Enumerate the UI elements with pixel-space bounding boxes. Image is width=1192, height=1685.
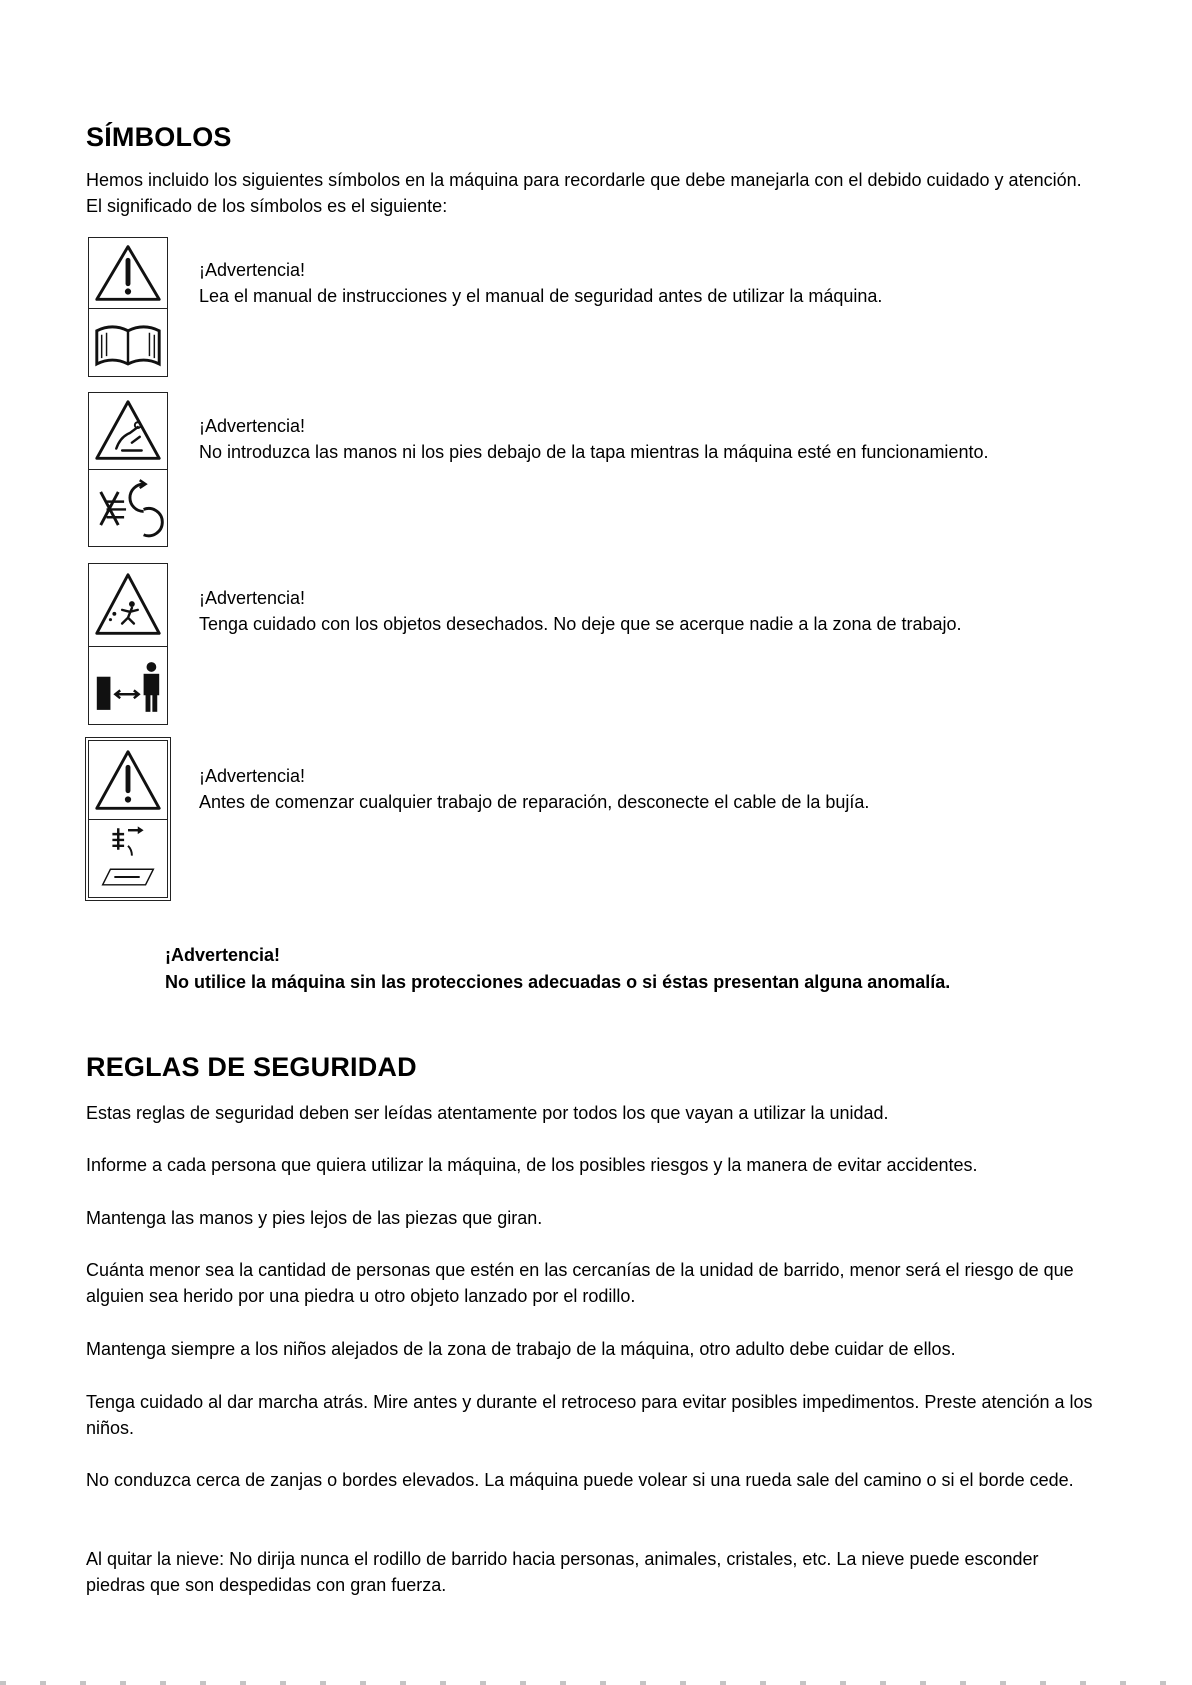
symbol-box-thrown-objects xyxy=(88,563,168,725)
symbol-box-manual xyxy=(88,237,168,377)
symbol-1-heading: ¡Advertencia! xyxy=(199,260,306,280)
symbol-1-description: Lea el manual de instrucciones y el manual de seguridad antes de utilizar la máquina. xyxy=(199,286,883,306)
spark-plug-disconnect-icon xyxy=(89,819,167,896)
symbol-3-text xyxy=(199,585,1099,637)
rotating-brush-icon xyxy=(89,469,167,545)
safety-rule: Mantenga las manos y pies lejos de las piezas que giran. xyxy=(86,1208,543,1228)
final-warning-heading: ¡Advertencia! xyxy=(165,945,281,965)
symbol-4-heading: ¡Advertencia! xyxy=(199,766,306,786)
safety-rule: Informe a cada persona que quiera utilizar la máquina, de los posibles riesgos y la manera de evitar accidentes. xyxy=(86,1155,978,1175)
symbol-3-description: Tenga cuidado con los objetos desechados. No deje que se acerque nadie a la zona de trabajo. xyxy=(199,614,962,634)
final-warning xyxy=(165,942,1125,996)
warning-triangle-icon xyxy=(89,741,167,819)
symbol-3-heading: ¡Advertencia! xyxy=(199,588,306,608)
symbols-title: SÍMBOLOS xyxy=(86,122,232,152)
safety-rule: Tenga cuidado al dar marcha atrás. Mire antes y durante el retroceso para evitar posibles impedimentos. Preste atención a los niños. xyxy=(86,1392,1093,1438)
page-cutoff-edge xyxy=(0,1681,1192,1685)
safety-rule: Cuánta menor sea la cantidad de personas que estén en las cercanías de la unidad de barrido, menor será el riesgo de que alguien sea herido por una piedra u otro objeto lanzado por el rodillo. xyxy=(86,1260,1074,1306)
safety-rule: Mantenga siempre a los niños alejados de la zona de trabajo de la máquina, otro adulto debe cuidar de ellos. xyxy=(86,1339,956,1359)
safety-title: REGLAS DE SEGURIDAD xyxy=(86,1052,417,1082)
symbol-1-text xyxy=(199,257,1099,309)
open-book-icon xyxy=(89,308,167,376)
symbol-4-description: Antes de comenzar cualquier trabajo de reparación, desconecte el cable de la bujía. xyxy=(199,792,870,812)
hand-foot-hazard-triangle-icon xyxy=(89,393,167,469)
keep-distance-person-icon xyxy=(89,646,167,724)
symbol-4-text xyxy=(199,763,1099,815)
thrown-objects-triangle-icon xyxy=(89,564,167,646)
safety-rule: Al quitar la nieve: No dirija nunca el rodillo de barrido hacia personas, animales, cristales, etc. La nieve puede esconder piedras que son despedidas con gran fuerza. xyxy=(86,1549,1039,1595)
symbol-2-heading: ¡Advertencia! xyxy=(199,416,306,436)
symbols-intro: Hemos incluido los siguientes símbolos en la máquina para recordarle que debe manejarla con el debido cuidado y atención. El significado de los símbolos es el siguiente: xyxy=(86,170,1082,216)
symbol-2-text xyxy=(199,413,1099,465)
symbol-2-description: No introduzca las manos ni los pies debajo de la tapa mientras la máquina esté en funcionamiento. xyxy=(199,442,989,462)
symbol-box-hands-feet xyxy=(88,392,168,547)
warning-triangle-icon xyxy=(89,238,167,308)
final-warning-text: No utilice la máquina sin las protecciones adecuadas o si éstas presentan alguna anomalía. xyxy=(165,972,951,992)
safety-rule: No conduzca cerca de zanjas o bordes elevados. La máquina puede volear si una rueda sale del camino o si el borde cede. xyxy=(86,1470,1074,1490)
safety-rule: Estas reglas de seguridad deben ser leídas atentamente por todos los que vayan a utilizar la unidad. xyxy=(86,1103,889,1123)
symbol-box-spark-plug xyxy=(88,740,168,898)
